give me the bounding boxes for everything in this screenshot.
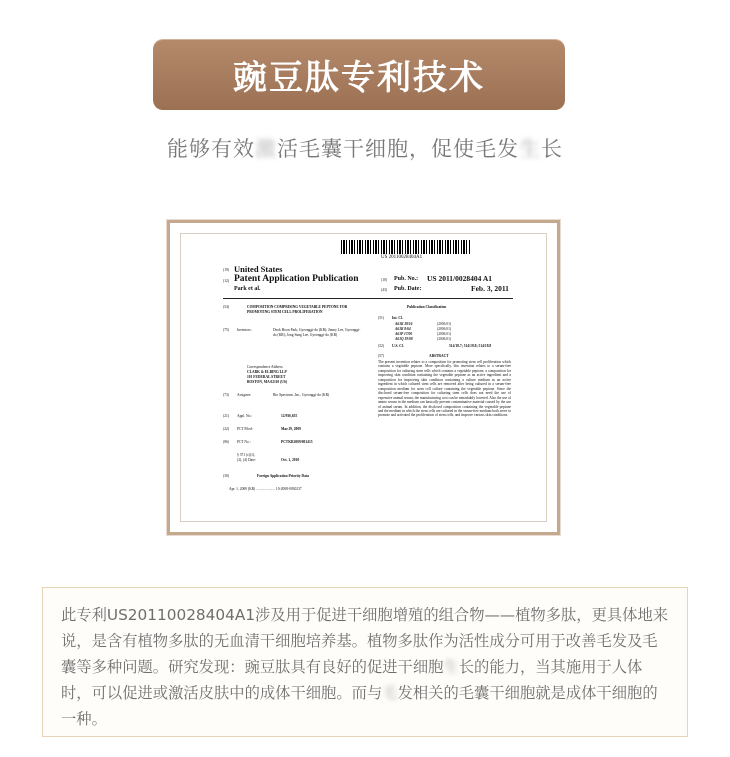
- pub-no: US 2011/0028404 A1: [427, 274, 493, 283]
- intcl-code: (51): [378, 316, 384, 320]
- pub-date: Feb. 3, 2011: [471, 284, 509, 293]
- barcode: [341, 240, 471, 254]
- subtitle: [0, 133, 730, 163]
- appl-no: 12/936,655: [281, 414, 298, 418]
- appl-label: Appl. No.:: [237, 414, 253, 418]
- title-code: (12): [223, 279, 229, 283]
- pub-no-label: Pub. No.:: [394, 276, 419, 282]
- description-text: 长的能力，当其施用于人体时，可以促进或激活皮肤中的成体干细胞。而与: [61, 658, 643, 702]
- subtitle-part: 长: [541, 137, 563, 161]
- intcl-code-row: A61P 17/00: [395, 332, 413, 336]
- intcl-code-row: A61K 8/64: [395, 327, 411, 331]
- pub-no-code: (10): [381, 278, 387, 282]
- pct-filed-label: PCT Filed:: [237, 427, 253, 431]
- intcl-year-row: (2006.01): [437, 332, 452, 336]
- blurred-char: 生: [443, 658, 459, 676]
- assignee-code: (73): [223, 393, 229, 397]
- pct-no-code: (86): [223, 440, 229, 444]
- country-line: United States: [234, 264, 283, 274]
- description-text: 此专利US20110028404A1涉及用于促进干细胞增殖的组合物——植物多肽，更具体地来说，是含有植物多肽的无血清干细胞培养基。植物多肽作为活性成分可用于改善毛发及毛囊等多种问题。研究发现：豌豆肽具有良好的促进干细胞: [61, 606, 669, 676]
- field54-code: (54): [223, 305, 229, 309]
- intcl-year-row: (2006.01): [437, 322, 452, 326]
- abstract-text: The present invention relates to a composition for promoting stem cell proliferation which contains a vegetable peptone. More specifically, this invention relates to a serum-free composition for culturing stem cells which contains a vegetable peptone, a composition for improving skin condition containing the vegetable peptone as an active ingredient and a composition for improving skin condition containing a culture medium as an active ingredient in which cultured stem cells are removed after being cultured in a serum-free composition medium for stem cell culture containing the vegetable peptone. Since the disclosed serum-free composition for culturing stem cells does not need the use of expensive animal serum, the manufacturing cost can be remarkably lowered. Also the use of amino serum in the medium can basically prevent contaminative material caused by the use of animal serum. In addition, the disclosed composition containing the vegetable peptone and the medium in which the stem cells are cultured in the serum-free medium both serve to promote and activated the proliferation of stem cells, and improve various skin conditions.: [378, 360, 511, 418]
- uscl-value: 514/18.7; 514/18.8; 514/18.8: [449, 344, 492, 348]
- corr-street: 101 FEDERAL STREET: [247, 375, 286, 379]
- corr-city: BOSTON, MA 02110 (US): [247, 380, 288, 384]
- foreign-row: Apr. 1, 2008 (KR) ..................... 10-2008-0030237: [229, 487, 302, 491]
- description-box: [42, 587, 688, 737]
- country-code: (19): [223, 268, 229, 272]
- inventors-label: Inventors:: [237, 328, 252, 332]
- description-text: 发相关的毛囊干细胞就是成体干细胞的一种。: [61, 684, 658, 728]
- assignee-label: Assignee:: [237, 393, 252, 397]
- inventors: Deok Hoon Park, Gyeonggi-do (KR); Jinmy Lee, Gyeonggi-do (KR); Jong Sung Lee, Gyeonggi-do (KR): [273, 328, 361, 337]
- assignee: Bio Spectrum ,Inc., Gyeonggi-do (KR): [273, 393, 330, 397]
- foreign-title: Foreign Application Priority Data: [257, 474, 309, 478]
- title-banner: [153, 39, 565, 110]
- intcl-label: Int. Cl.: [392, 316, 403, 320]
- class-title: Publication Classification: [407, 305, 447, 309]
- patent-document: [180, 233, 547, 522]
- intcl-code-row: A61K 38/16: [395, 322, 413, 326]
- uscl-label: U.S. Cl.: [392, 344, 404, 348]
- pct-filed-code: (22): [223, 427, 229, 431]
- intcl-year-row: (2006.01): [437, 327, 452, 331]
- s371-a: § 371 (c)(1),: [237, 453, 256, 457]
- foreign-code: (30): [223, 474, 229, 478]
- blurred-char: 毛: [382, 684, 398, 702]
- author: Park et al.: [234, 286, 261, 292]
- barcode-number: US 20110028404A1: [381, 255, 423, 260]
- intcl-year-row: (2006.01): [437, 337, 452, 341]
- subtitle-part: 能够有效: [167, 137, 255, 161]
- uscl-code: (52): [378, 344, 384, 348]
- intcl-code-row: A61Q 19/08: [395, 337, 413, 341]
- header-rule: [223, 298, 513, 299]
- corr-label: Correspondence Address: [247, 365, 283, 369]
- blurred-char: 生: [519, 137, 541, 161]
- inventors-code: (75): [223, 328, 229, 332]
- appl-code: (21): [223, 414, 229, 418]
- s371-b: (2), (4) Date:: [237, 458, 256, 462]
- patent-image-frame: [167, 220, 560, 535]
- pct-filed-date: Mar.19, 2009: [281, 427, 301, 431]
- pub-date-label: Pub. Date:: [394, 286, 422, 292]
- abstract-code: (57): [378, 354, 384, 358]
- pct-no: PCTKR2009/001415: [281, 440, 313, 444]
- pub-date-code: (43): [381, 288, 387, 292]
- field54-title: COMPOSITION COMPRISING VEGETABLE PEPTONE FOR PROMOTING STEM CELL PROLIFERATION: [247, 305, 348, 314]
- abstract-title: ABSTRACT: [429, 354, 449, 358]
- pct-no-label: PCT No.:: [237, 440, 251, 444]
- banner-title: 豌豆肽专利技术: [233, 58, 485, 98]
- subtitle-part: 活毛囊干细胞，促使毛发: [277, 137, 519, 161]
- doc-title: Patent Application Publication: [234, 274, 359, 284]
- blurred-char: 激: [255, 137, 277, 161]
- s371-date: Oct. 1, 2010: [281, 458, 300, 462]
- corr-name: CLARK & ELBING LLP: [247, 370, 287, 374]
